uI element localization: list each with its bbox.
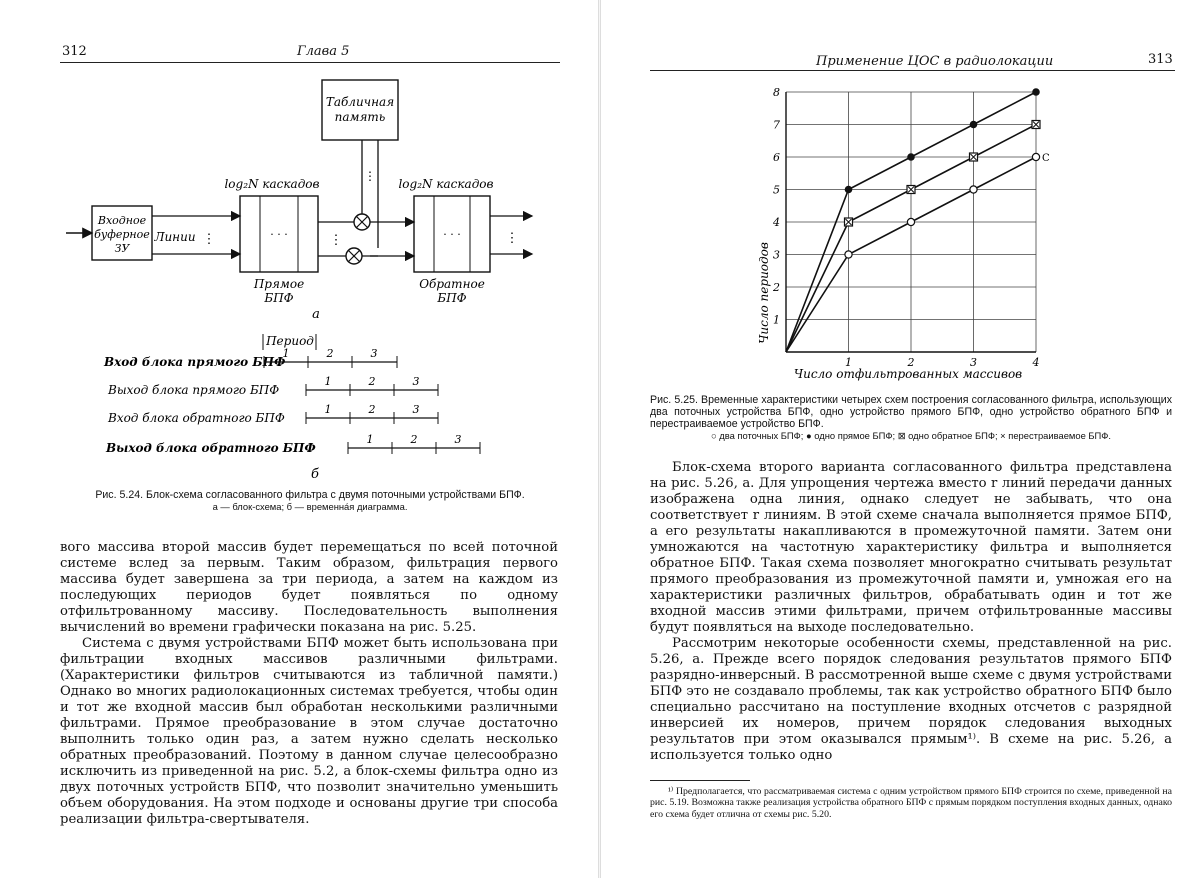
left-paragraph-2: Система с двумя устройствами БПФ может быть использована при фильтрации входных массивов различными фильтрами. (Характеристики фильтров считываются из табличной памяти.) Однако во многих радиолокационных системах требуется, чтобы один и тот же входной массив был обработан несколькими различными фильтрами. Прямое преобразование в этом случае достаточно выполнить только один раз, а затем нужно сделать несколько обратных преобразований. Поэтому в данном случае целесообразно исключить из приведенной на рис. 5.2, а блок-схемы фильтра одно из двух поточных устройств БПФ, что позволит значительно уменьшить объем оборудования. На этом подходе и основаны другие три способа реализации фильтра-свертывателя. <box>60 636 558 827</box>
timing-row-1-tick-1: 1 <box>282 347 290 360</box>
dots-vertical: ⋮ <box>364 169 376 183</box>
chart-xlabel: Число отфильтрованных массивов <box>793 367 1023 381</box>
cascades-left-label: log₂N каскадов <box>224 177 320 191</box>
footnote-text: ¹⁾ Предполагается, что рассматриваемая система с одним устройством прямого БПФ строится по схеме, приведенной на рис. 5.19. Возможна также реализация устройства обратного БПФ с прямым порядком поступления входных данных, однако его схема будет отлична от схемы рис. 5.20. <box>650 786 1172 820</box>
right-paragraph-2: Рассмотрим некоторые особенности схемы, представленной на рис. 5.26, а. Прежде всего порядок следования результатов прямого БПФ разрядно-инверсный. В рассмотренной выше схеме с двумя устройствами БПФ это не создавало проблемы, так как устройство обратного БПФ было специально рассчитано на поступление входных отсчетов с разрядной инверсией их номеров, причем порядок следования выходных результатов при этом оказывался прямым¹⁾. В схеме на рис. 5.26, а используется только одно <box>650 636 1172 763</box>
input-buffer-label-3: ЗУ <box>114 242 130 255</box>
header-rule-left <box>60 62 560 63</box>
lines-label: Линии <box>154 230 196 244</box>
timing-row-3-label: Вход блока обратного БПФ <box>108 411 285 425</box>
inverse-fft-label-2: БПФ <box>437 291 467 305</box>
data-point-3-1 <box>845 251 852 258</box>
chart-axes <box>772 86 1040 369</box>
timing-row-3-tick-3: 3 <box>412 403 420 416</box>
figure-5-24-subcaption: а — блок-схема; б — временна́я диаграмма. <box>212 501 408 512</box>
running-head-left: Глава 5 <box>297 44 350 59</box>
panel-b-label: б <box>311 467 319 480</box>
timing-row-2 <box>107 375 438 397</box>
timing-row-2-tick-2: 2 <box>368 375 376 388</box>
timing-row-2-tick-3: 3 <box>412 375 420 388</box>
x-tick-label-1: 1 <box>845 356 852 369</box>
right-paragraph-1: Блок-схема второго варианта согласованного фильтра представлена на рис. 5.26, а. Для упрощения чертежа вместо r линий передачи данных изображена одна линия, однако следует не забывать, что она соответствует r линиям. В этой схеме сначала выполняется прямое БПФ, а его результаты накапливаются в промежуточной памяти. Затем они умножаются на частотную характеристику фильтра и выполняется обратное БПФ. Такая схема позволяет многократно считывать результат прямого преобразования из промежуточной памяти и, умножая его на характеристики различных фильтров, обрабатывать один и тот же входной массив этими фильтрами, причем отфильтрованные массивы будут появляться на выходе последовательно. <box>650 460 1172 635</box>
chart-series <box>786 88 1050 352</box>
timing-row-4-tick-3: 3 <box>454 433 462 446</box>
data-point-2-4 <box>1032 121 1040 129</box>
series-end-label: C <box>1042 153 1050 164</box>
left-body-text <box>60 540 558 828</box>
y-tick-label-3: 3 <box>773 248 780 262</box>
y-tick-label-2: 2 <box>773 281 780 294</box>
left-paragraph-1: вого массива второй массив будет перемещаться по всей поточной системе вслед за первым. Таким образом, фильтрация первого массива будет завершена за три периода, а затем на каждом из последующих периодов будет появляться по одному отфильтрованному массиву. Последовательность выполнения вычислений во времени графически показана на рис. 5.25. <box>60 540 558 635</box>
y-tick-label-6: 6 <box>773 151 780 164</box>
inverse-fft-label-1: Обратное <box>419 277 485 291</box>
x-tick-label-3: 3 <box>970 356 977 369</box>
y-tick-label-5: 5 <box>773 183 780 197</box>
running-head-right: Применение ЦОС в радиолокации <box>816 54 1054 69</box>
figure-5-25-caption-text: Рис. 5.25. Временные характеристики четырех схем построения согласованного фильтра, использующих два поточных устройства БПФ, одно устройство прямого БПФ, одно устройство обратного БПФ и перестраиваемое устройство БПФ. <box>650 394 1172 430</box>
forward-fft-dots: · · · <box>270 228 288 241</box>
timing-row-3-tick-1: 1 <box>324 403 332 416</box>
timing-row-3 <box>107 403 438 425</box>
data-point-1-4 <box>1032 88 1040 96</box>
y-tick-label-1: 1 <box>773 313 780 327</box>
timing-row-4-tick-2: 2 <box>410 433 418 446</box>
footnote-rule <box>650 780 750 781</box>
panel-a-label: а <box>312 307 320 322</box>
x-tick-label-4: 4 <box>1032 356 1040 369</box>
footnote <box>650 786 1172 820</box>
timing-row-2-label: Выход блока прямого БПФ <box>108 383 280 397</box>
cascades-right-label: log₂N каскадов <box>398 177 494 191</box>
data-point-3-2 <box>907 218 914 225</box>
y-tick-label-8: 8 <box>773 86 780 99</box>
data-point-2-3 <box>970 153 978 161</box>
dots-mid: ⋮ <box>329 233 343 248</box>
right-page <box>600 0 1200 878</box>
timing-row-1-tick-3: 3 <box>370 347 378 360</box>
input-buffer-label-1: Входное <box>97 214 147 227</box>
timing-row-2-tick-1: 1 <box>324 375 332 388</box>
timing-row-1 <box>103 347 397 369</box>
timing-row-1-tick-2: 2 <box>326 347 334 360</box>
page-number-right: 313 <box>1148 52 1173 67</box>
right-body-text <box>650 460 1172 764</box>
figure-5-25-caption <box>650 394 1172 442</box>
data-point-1-2 <box>907 153 915 161</box>
input-buffer-label-2: буферное <box>94 228 150 241</box>
data-point-1-1 <box>845 186 853 194</box>
period-label: Период <box>266 334 314 348</box>
data-point-2-1 <box>845 218 853 226</box>
figure-5-25-chart <box>750 78 1090 388</box>
forward-fft-label-2: БПФ <box>264 291 294 305</box>
timing-row-4 <box>105 433 480 455</box>
y-tick-label-4: 4 <box>773 216 780 229</box>
chart-ylabel: Число периодов <box>757 242 771 344</box>
y-tick-label-7: 7 <box>773 118 780 132</box>
figure-5-24-timing-diagram <box>0 340 600 480</box>
x-tick-label-2: 2 <box>907 356 915 369</box>
timing-row-3-tick-2: 2 <box>368 403 376 416</box>
dots-lines: ⋮ <box>202 232 216 247</box>
data-point-3-3 <box>970 186 977 193</box>
inverse-fft-dots: · · · <box>443 228 461 241</box>
table-memory-label-1: Табличная <box>325 95 395 109</box>
data-point-3-4 <box>1032 153 1039 160</box>
header-rule-right <box>650 70 1175 71</box>
timing-row-4-tick-1: 1 <box>366 433 374 446</box>
figure-5-24-caption-text: Рис. 5.24. Блок-схема согласованного фильтра с двумя поточными устройствами БПФ. <box>95 489 525 501</box>
data-point-2-2 <box>907 186 915 194</box>
data-point-1-3 <box>970 121 978 129</box>
figure-5-25-legend: ○ два поточных БПФ; ● одно прямое БПФ; ⊠ одно обратное БПФ; × перестраиваемое БПФ. <box>710 430 1112 441</box>
table-memory-label-2: память <box>334 110 386 124</box>
timing-row-4-label: Выход блока обратного БПФ <box>106 441 316 455</box>
timing-row-1-label: Вход блока прямого БПФ <box>104 355 286 369</box>
page-number-left: 312 <box>62 44 87 59</box>
dots-out: ⋮ <box>505 231 519 246</box>
figure-5-24-caption <box>60 489 560 513</box>
forward-fft-label-1: Прямое <box>253 277 305 291</box>
